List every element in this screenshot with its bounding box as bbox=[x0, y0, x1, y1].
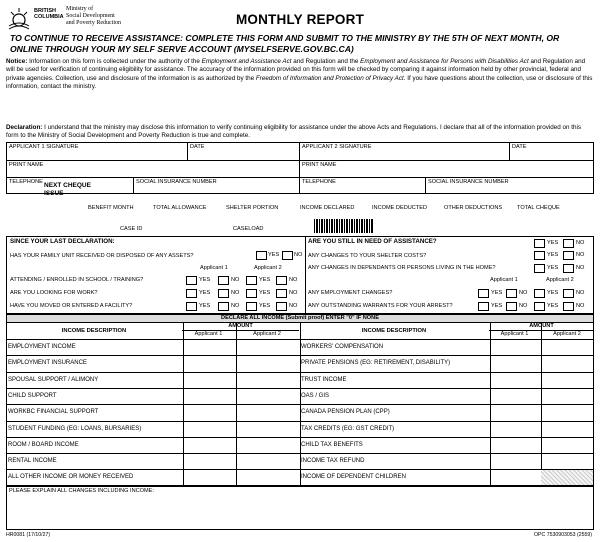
no-label: NO bbox=[576, 265, 585, 271]
barcode bbox=[314, 219, 374, 233]
shelter-no-checkbox[interactable] bbox=[563, 251, 574, 260]
income-amount-field[interactable] bbox=[236, 454, 299, 469]
applicant2-signature-field[interactable]: APPLICANT 2 SIGNATURE bbox=[302, 144, 372, 150]
yes-label: YES bbox=[547, 290, 559, 296]
income-row-label: OAS / GIS bbox=[301, 392, 330, 399]
applicant1-date-field[interactable]: DATE bbox=[190, 144, 205, 150]
logo-province: BRITISH COLUMBIA bbox=[34, 8, 64, 20]
income-row-label: CHILD TAX BENEFITS bbox=[301, 441, 363, 448]
employment-applicant1-yes-checkbox[interactable] bbox=[478, 289, 489, 298]
school-applicant2-yes-checkbox[interactable] bbox=[246, 276, 257, 285]
income-amount-field[interactable] bbox=[236, 422, 299, 437]
no-label: NO bbox=[576, 290, 585, 296]
right-applicant2-header: Applicant 2 bbox=[553, 331, 581, 337]
no-label: NO bbox=[231, 290, 240, 296]
table-rule bbox=[6, 486, 594, 487]
question-work: ARE YOU LOOKING FOR WORK? bbox=[10, 290, 98, 296]
income-amount-field[interactable] bbox=[541, 340, 593, 355]
logo-ministry: Ministry of Social Development and Poverty Reduction bbox=[66, 6, 121, 26]
yes-label: YES bbox=[199, 290, 211, 296]
moved-applicant2-yes-checkbox[interactable] bbox=[246, 302, 257, 311]
applicant1-header: Applicant 1 bbox=[490, 277, 518, 283]
income-amount-field[interactable] bbox=[490, 454, 540, 469]
no-label: NO bbox=[289, 303, 298, 309]
yes-label: YES bbox=[547, 252, 559, 258]
left-desc-header: INCOME DESCRIPTION bbox=[61, 328, 127, 334]
applicant2-print-name-field[interactable]: PRINT NAME bbox=[302, 162, 337, 168]
question-school: ATTENDING / ENROLLED IN SCHOOL / TRAINING? bbox=[10, 277, 144, 283]
no-label: NO bbox=[294, 252, 303, 258]
warrants-applicant2-no-checkbox[interactable] bbox=[563, 302, 574, 311]
no-label: NO bbox=[576, 240, 585, 246]
work-applicant2-no-checkbox[interactable] bbox=[276, 289, 287, 298]
income-row-label: INCOME TAX REFUND bbox=[301, 458, 365, 465]
right-questions-heading: ARE YOU STILL IN NEED OF ASSISTANCE? bbox=[308, 238, 437, 245]
question-assets: HAS YOUR FAMILY UNIT RECEIVED OR DISPOSED OF ANY ASSETS? bbox=[10, 253, 194, 259]
warrants-applicant2-yes-checkbox[interactable] bbox=[534, 302, 545, 311]
notice-text: Notice: Information on this form is collected under the authority of the Employment and Assistance Act and Regulation and the Employment and Assistance for Persons with Disabilities Act and Regulation and will be used for verification of continuing eligibility for assistance. The accuracy of the information provided on this form will be checked by comparing it against information held by other provincial, federal and private agencies. Collection, use and disclosure of the information is as authorized by the Freedom of Information and Protection of Privacy Act. If you have questions about the collection, use or disclosure of this information, contact the ministry. bbox=[6, 58, 593, 91]
right-amount-header: AMOUNT bbox=[529, 323, 554, 329]
total-cheque-label: TOTAL CHEQUE bbox=[517, 205, 560, 211]
income-row-label: CHILD SUPPORT bbox=[8, 392, 57, 399]
income-amount-field[interactable] bbox=[183, 470, 235, 485]
shelter-yes-checkbox[interactable] bbox=[534, 251, 545, 260]
disabled-amount-cell bbox=[541, 470, 593, 485]
income-amount-field[interactable] bbox=[236, 373, 299, 388]
income-amount-field[interactable] bbox=[183, 373, 235, 388]
income-amount-field[interactable] bbox=[183, 405, 235, 420]
opc-number: OPC 7530903053 (2559) bbox=[534, 532, 592, 538]
no-label: NO bbox=[519, 303, 528, 309]
income-amount-field[interactable] bbox=[236, 405, 299, 420]
income-amount-field[interactable] bbox=[490, 356, 540, 371]
moved-applicant1-no-checkbox[interactable] bbox=[218, 302, 229, 311]
assets-yes-checkbox[interactable] bbox=[256, 251, 267, 260]
yes-label: YES bbox=[268, 252, 280, 258]
left-applicant2-header: Applicant 2 bbox=[253, 331, 281, 337]
income-deducted-label: INCOME DEDUCTED bbox=[372, 205, 428, 211]
shelter-portion-label: SHELTER PORTION bbox=[226, 205, 279, 211]
income-amount-field[interactable] bbox=[183, 389, 235, 404]
income-amount-field[interactable] bbox=[490, 405, 540, 420]
left-amount-header: AMOUNT bbox=[228, 323, 253, 329]
income-row-label: TAX CREDITS (EG: GST CREDIT) bbox=[301, 425, 395, 432]
work-applicant1-yes-checkbox[interactable] bbox=[186, 289, 197, 298]
need-assistance-no-checkbox[interactable] bbox=[563, 239, 574, 248]
yes-label: YES bbox=[259, 277, 271, 283]
no-label: NO bbox=[576, 252, 585, 258]
dependants-no-checkbox[interactable] bbox=[563, 264, 574, 273]
table-rule bbox=[182, 330, 299, 331]
school-applicant1-no-checkbox[interactable] bbox=[218, 276, 229, 285]
income-amount-field[interactable] bbox=[490, 422, 540, 437]
declare-income-banner: DECLARE ALL INCOME (Submit proof) ENTER "0" IF NONE bbox=[6, 314, 594, 323]
yes-label: YES bbox=[259, 290, 271, 296]
right-desc-header: INCOME DESCRIPTION bbox=[361, 328, 427, 334]
no-label: NO bbox=[289, 290, 298, 296]
school-applicant1-yes-checkbox[interactable] bbox=[186, 276, 197, 285]
income-row-label: RENTAL INCOME bbox=[8, 458, 57, 465]
income-amount-field[interactable] bbox=[541, 438, 593, 453]
warrants-applicant1-no-checkbox[interactable] bbox=[506, 302, 517, 311]
yes-label: YES bbox=[547, 303, 559, 309]
total-allowance-label: TOTAL ALLOWANCE bbox=[153, 205, 207, 211]
income-amount-field[interactable] bbox=[183, 340, 235, 355]
signature-grid bbox=[6, 142, 594, 194]
form-number: HR0081 (17/10/27) bbox=[6, 532, 51, 538]
applicant1-header: Applicant 1 bbox=[200, 265, 228, 271]
applicant1-signature-field[interactable]: APPLICANT 1 SIGNATURE bbox=[9, 144, 79, 150]
income-amount-field[interactable] bbox=[183, 454, 235, 469]
left-applicant1-header: Applicant 1 bbox=[194, 331, 223, 337]
yes-label: YES bbox=[199, 277, 211, 283]
assets-no-checkbox[interactable] bbox=[282, 251, 293, 260]
income-row-label: ROOM / BOARD INCOME bbox=[8, 441, 79, 448]
income-row-label: INCOME OF DEPENDENT CHILDREN bbox=[301, 474, 406, 481]
applicant2-telephone-field[interactable]: TELEPHONE bbox=[302, 179, 336, 185]
income-amount-field[interactable] bbox=[236, 389, 299, 404]
applicant1-sin-field[interactable]: SOCIAL INSURANCE NUMBER bbox=[136, 179, 217, 185]
income-amount-field[interactable] bbox=[541, 356, 593, 371]
question-shelter: ANY CHANGES TO YOUR SHELTER COSTS? bbox=[308, 253, 427, 259]
applicant2-sin-field[interactable]: SOCIAL INSURANCE NUMBER bbox=[428, 179, 509, 185]
income-amount-field[interactable] bbox=[183, 422, 235, 437]
income-row-label: EMPLOYMENT INCOME bbox=[8, 344, 76, 350]
page-title: MONTHLY REPORT bbox=[235, 12, 365, 27]
need-assistance-yes-checkbox[interactable] bbox=[534, 239, 545, 248]
income-amount-field[interactable] bbox=[236, 356, 299, 371]
employment-applicant1-no-checkbox[interactable] bbox=[506, 289, 517, 298]
income-row-label: EMPLOYMENT INSURANCE bbox=[8, 360, 87, 367]
explain-changes-field[interactable] bbox=[6, 486, 594, 530]
yes-label: YES bbox=[491, 290, 503, 296]
question-moved: HAVE YOU MOVED OR ENTERED A FACILITY? bbox=[10, 303, 133, 309]
table-rule bbox=[489, 330, 594, 331]
moved-applicant1-yes-checkbox[interactable] bbox=[186, 302, 197, 311]
warrants-applicant1-yes-checkbox[interactable] bbox=[478, 302, 489, 311]
dependants-yes-checkbox[interactable] bbox=[534, 264, 545, 273]
income-row-label: SPOUSAL SUPPORT / ALIMONY bbox=[8, 376, 99, 383]
income-amount-field[interactable] bbox=[236, 470, 299, 485]
question-warrants: ANY OUTSTANDING WARRANTS FOR YOUR ARREST? bbox=[308, 303, 453, 309]
yes-label: YES bbox=[259, 303, 271, 309]
income-amount-field[interactable] bbox=[541, 454, 593, 469]
next-cheque-heading: NEXT CHEQUE ISSUE bbox=[44, 182, 91, 197]
income-declared-label: INCOME DECLARED bbox=[300, 205, 355, 211]
income-amount-field[interactable] bbox=[541, 373, 593, 388]
income-amount-field[interactable] bbox=[490, 438, 540, 453]
income-row-label: WORKBC FINANCIAL SUPPORT bbox=[8, 409, 99, 416]
income-row-label: PRIVATE PENSIONS (EG: RETIREMENT, DISABILITY) bbox=[301, 360, 451, 367]
no-label: NO bbox=[519, 290, 528, 296]
income-amount-field[interactable] bbox=[490, 340, 540, 355]
income-amount-field[interactable] bbox=[183, 356, 235, 371]
income-row-label: ALL OTHER INCOME OR MONEY RECEIVED bbox=[8, 474, 134, 481]
yes-label: YES bbox=[199, 303, 211, 309]
explain-changes-label: PLEASE EXPLAIN ALL CHANGES INCLUDING INCOME: bbox=[9, 488, 154, 494]
income-amount-field[interactable] bbox=[541, 405, 593, 420]
school-applicant2-no-checkbox[interactable] bbox=[276, 276, 287, 285]
income-amount-field[interactable] bbox=[490, 373, 540, 388]
subtitle: TO CONTINUE TO RECEIVE ASSISTANCE: COMPLETE THIS FORM AND SUBMIT TO THE MINISTRY BY THE 5TH OF NEXT MONTH, OR ONLINE THROUGH YOUR MY SELF SERVE ACCOUNT (MYSELFSERVE.GOV.BC.CA) bbox=[10, 33, 560, 54]
declaration-text: Declaration: I understand that the ministry may disclose this information to verify continuing eligibility for assistance under the above Acts and Regulations. I declare that all of the information provided on this form to the Ministry of Social Development and Poverty Reduction is true and complete. bbox=[6, 124, 582, 140]
income-amount-field[interactable] bbox=[236, 438, 299, 453]
employment-applicant2-yes-checkbox[interactable] bbox=[534, 289, 545, 298]
question-employment: ANY EMPLOYMENT CHANGES? bbox=[308, 290, 393, 296]
work-applicant1-no-checkbox[interactable] bbox=[218, 289, 229, 298]
income-amount-field[interactable] bbox=[541, 422, 593, 437]
income-amount-field[interactable] bbox=[183, 438, 235, 453]
moved-applicant2-no-checkbox[interactable] bbox=[276, 302, 287, 311]
income-row-label: WORKERS' COMPENSATION bbox=[301, 344, 384, 350]
benefit-month-label: BENEFIT MONTH bbox=[88, 205, 134, 211]
income-row-label: CANADA PENSION PLAN (CPP) bbox=[301, 409, 390, 416]
question-dependants: ANY CHANGES IN DEPENDANTS OR PERSONS LIVING IN THE HOME? bbox=[308, 265, 496, 271]
applicant1-print-name-field[interactable]: PRINT NAME bbox=[9, 162, 44, 168]
income-amount-field[interactable] bbox=[490, 470, 540, 485]
income-row-label: TRUST INCOME bbox=[301, 376, 347, 383]
other-deductions-label: OTHER DEDUCTIONS bbox=[444, 205, 503, 211]
yes-label: YES bbox=[547, 265, 559, 271]
income-amount-field[interactable] bbox=[541, 389, 593, 404]
applicant1-telephone-field[interactable]: TELEPHONE bbox=[9, 179, 43, 185]
applicant2-header: Applicant 2 bbox=[546, 277, 574, 283]
income-amount-field[interactable] bbox=[490, 389, 540, 404]
no-label: NO bbox=[289, 277, 298, 283]
no-label: NO bbox=[576, 303, 585, 309]
no-label: NO bbox=[231, 303, 240, 309]
caseload-label: CASELOAD bbox=[233, 226, 264, 232]
work-applicant2-yes-checkbox[interactable] bbox=[246, 289, 257, 298]
no-label: NO bbox=[231, 277, 240, 283]
income-amount-field[interactable] bbox=[236, 340, 299, 355]
income-row-label: STUDENT FUNDING (EG: LOANS, BURSARIES) bbox=[8, 425, 142, 432]
yes-label: YES bbox=[547, 240, 559, 246]
applicant2-header: Applicant 2 bbox=[254, 265, 282, 271]
employment-applicant2-no-checkbox[interactable] bbox=[563, 289, 574, 298]
case-id-label: CASE ID bbox=[120, 226, 143, 232]
yes-label: YES bbox=[491, 303, 503, 309]
applicant2-date-field[interactable]: DATE bbox=[512, 144, 527, 150]
left-questions-heading: SINCE YOUR LAST DECLARATION: bbox=[10, 238, 115, 245]
right-applicant1-header: Applicant 1 bbox=[500, 331, 529, 337]
